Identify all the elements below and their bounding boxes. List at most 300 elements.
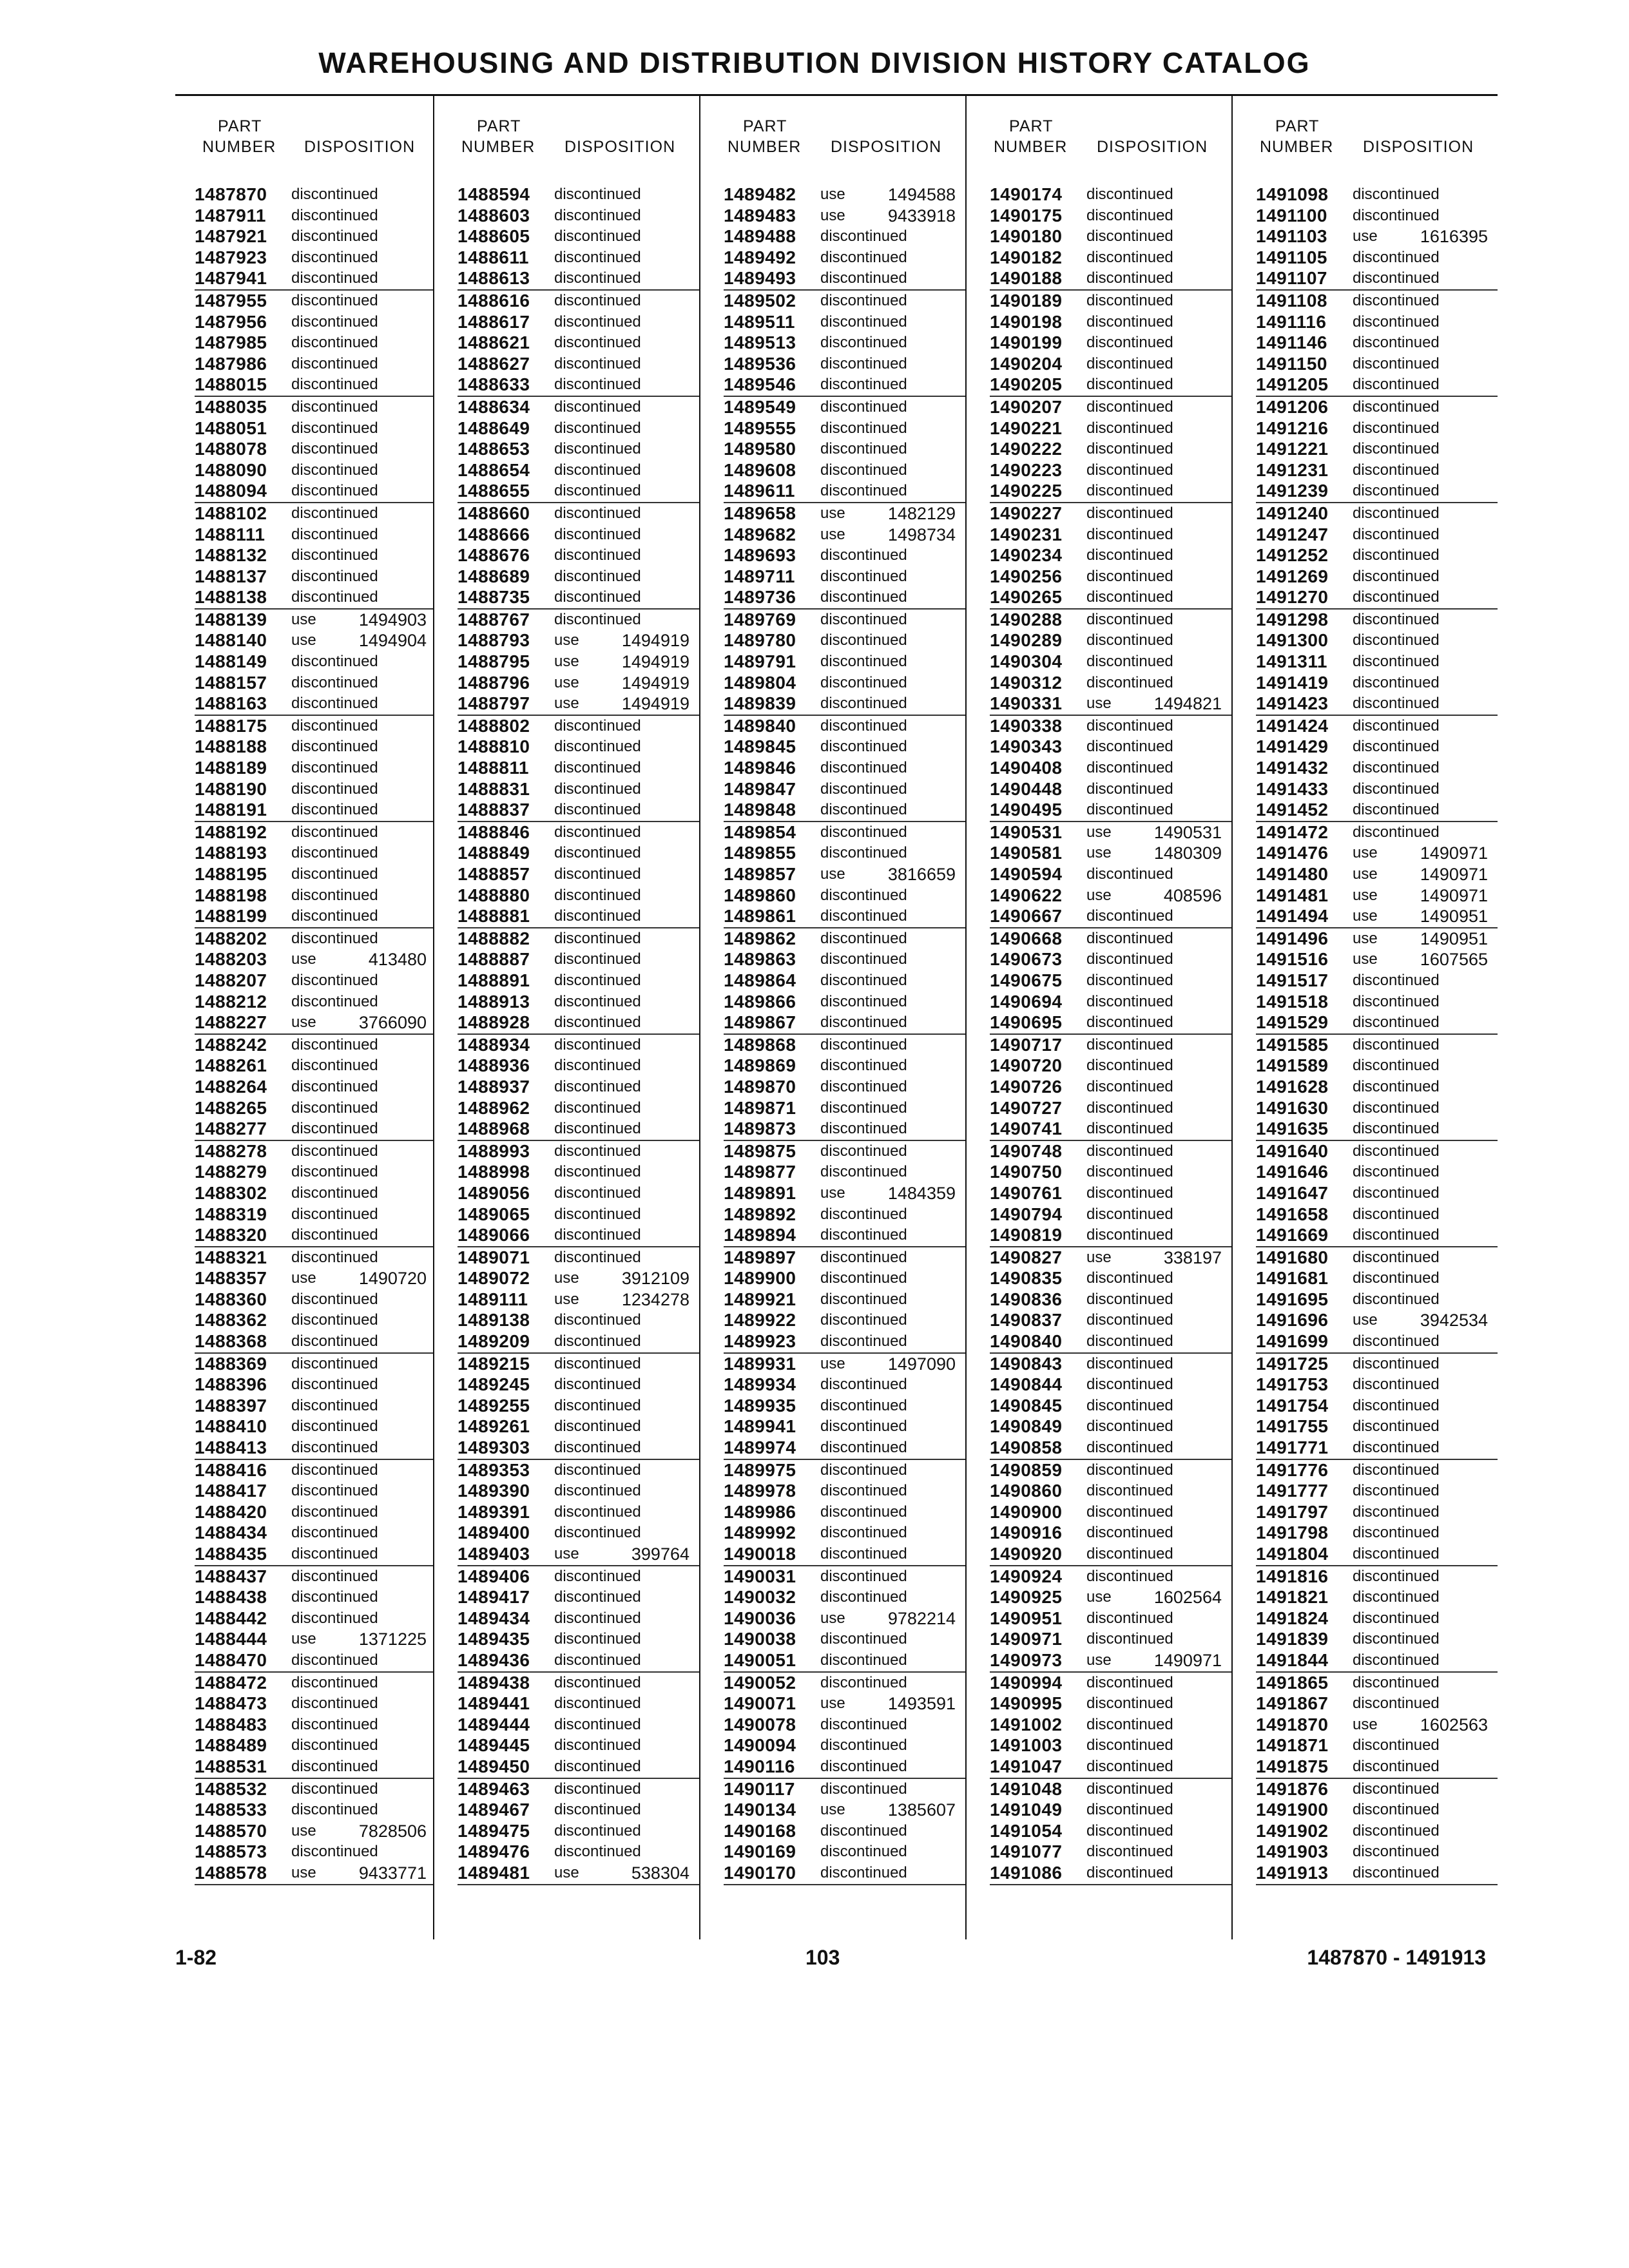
table-row bbox=[990, 758, 1231, 779]
disposition: discontinued bbox=[291, 1142, 378, 1160]
part-number: 1490761 bbox=[990, 1182, 1063, 1203]
disposition: discontinued bbox=[1086, 1630, 1173, 1648]
part-number: 1489862 bbox=[724, 928, 796, 948]
part-number: 1488357 bbox=[195, 1268, 267, 1289]
part-number: 1490078 bbox=[724, 1714, 796, 1735]
disposition: discontinued bbox=[291, 227, 378, 245]
disposition: discontinued bbox=[1086, 1821, 1173, 1840]
table-row bbox=[1256, 1481, 1498, 1502]
part-number: 1489931 bbox=[724, 1353, 796, 1374]
part-number: 1490204 bbox=[990, 353, 1063, 374]
part-number: 1490094 bbox=[724, 1735, 796, 1756]
disposition: discontinued bbox=[1353, 673, 1440, 691]
disposition: discontinued bbox=[1353, 419, 1440, 437]
table-row bbox=[458, 716, 699, 737]
part-number: 1490925 bbox=[990, 1587, 1063, 1608]
entry-group bbox=[195, 716, 433, 822]
part-number: 1490668 bbox=[990, 928, 1063, 948]
part-number: 1488420 bbox=[195, 1501, 267, 1522]
table-row bbox=[724, 822, 965, 843]
part-number: 1489682 bbox=[724, 524, 796, 544]
entry-group bbox=[990, 1779, 1231, 1885]
table-row bbox=[458, 906, 699, 927]
table-row bbox=[724, 354, 965, 375]
part-number: 1491681 bbox=[1256, 1268, 1329, 1289]
disposition-use: use bbox=[1353, 886, 1378, 904]
table-row bbox=[724, 1374, 965, 1396]
table-row bbox=[724, 226, 965, 247]
table-row bbox=[724, 1098, 965, 1119]
part-number: 1490835 bbox=[990, 1268, 1063, 1289]
part-number: 1488140 bbox=[195, 630, 267, 651]
table-row bbox=[195, 374, 433, 396]
disposition: discontinued bbox=[1353, 269, 1440, 287]
table-row bbox=[990, 822, 1231, 843]
part-number: 1487941 bbox=[195, 268, 267, 289]
table-row bbox=[1256, 1354, 1498, 1375]
table-row bbox=[1256, 736, 1498, 758]
table-row bbox=[724, 864, 965, 885]
table-row bbox=[1256, 524, 1498, 546]
disposition-header: DISPOSITION bbox=[304, 138, 416, 156]
part-number: 1489935 bbox=[724, 1395, 796, 1416]
table-row bbox=[724, 1183, 965, 1204]
table-row bbox=[1256, 779, 1498, 800]
table-row bbox=[990, 1162, 1231, 1183]
disposition: discontinued bbox=[1353, 1418, 1440, 1436]
table-row bbox=[1256, 481, 1498, 502]
entry-group bbox=[458, 1247, 699, 1354]
disposition: discontinued bbox=[291, 546, 378, 564]
part-number: 1490836 bbox=[990, 1289, 1063, 1309]
disposition-use: use bbox=[291, 1863, 316, 1881]
table-row bbox=[458, 1354, 699, 1375]
disposition: discontinued bbox=[554, 886, 641, 904]
part-number: 1489138 bbox=[458, 1310, 530, 1331]
part-number: 1491270 bbox=[1256, 587, 1329, 608]
table-row bbox=[990, 800, 1231, 821]
table-row bbox=[458, 524, 699, 546]
part-number: 1490038 bbox=[724, 1629, 796, 1649]
part-number: 1489934 bbox=[724, 1374, 796, 1395]
disposition: discontinued bbox=[1086, 1418, 1173, 1436]
part-number: 1488660 bbox=[458, 503, 530, 523]
disposition: discontinued bbox=[291, 334, 378, 352]
table-row bbox=[990, 1310, 1231, 1331]
part-number: 1491206 bbox=[1256, 396, 1329, 417]
table-row bbox=[458, 1268, 699, 1289]
replacement-number: 1494588 bbox=[887, 185, 956, 204]
part-number: 1489922 bbox=[724, 1310, 796, 1331]
disposition: discontinued bbox=[1353, 186, 1440, 203]
part-number: 1488397 bbox=[195, 1395, 267, 1416]
catalog-column bbox=[699, 95, 965, 1939]
disposition: discontinued bbox=[554, 759, 641, 777]
part-number: 1489864 bbox=[724, 970, 796, 990]
disposition: discontinued bbox=[554, 419, 641, 437]
part-number: 1488435 bbox=[195, 1544, 267, 1564]
part-number: 1489900 bbox=[724, 1268, 796, 1289]
disposition: discontinued bbox=[1353, 1120, 1440, 1138]
table-row bbox=[195, 1396, 433, 1417]
disposition: discontinued bbox=[1353, 1673, 1440, 1691]
table-row bbox=[724, 1735, 965, 1756]
table-row bbox=[724, 1544, 965, 1565]
part-number: 1489897 bbox=[724, 1247, 796, 1267]
table-row bbox=[990, 673, 1231, 694]
part-number: 1489845 bbox=[724, 736, 796, 757]
part-number: 1490175 bbox=[990, 205, 1063, 226]
part-number: 1488202 bbox=[195, 928, 267, 948]
part-number: 1488627 bbox=[458, 353, 530, 374]
part-number: 1489877 bbox=[724, 1162, 796, 1182]
disposition: discontinued bbox=[1086, 312, 1173, 331]
table-row bbox=[1256, 1289, 1498, 1311]
entry-group bbox=[990, 1354, 1231, 1460]
entry-group bbox=[195, 503, 433, 610]
entry-group bbox=[458, 1566, 699, 1673]
table-row bbox=[458, 800, 699, 821]
part-number: 1490973 bbox=[990, 1649, 1063, 1670]
part-number: 1490031 bbox=[724, 1566, 796, 1586]
entry-group bbox=[1256, 1247, 1498, 1354]
part-number: 1490222 bbox=[990, 439, 1063, 459]
disposition: discontinued bbox=[291, 992, 378, 1010]
table-row bbox=[1256, 885, 1498, 907]
disposition: discontinued bbox=[1086, 1461, 1173, 1479]
disposition: discontinued bbox=[1353, 759, 1440, 777]
table-row bbox=[458, 354, 699, 375]
part-number: 1488654 bbox=[458, 459, 530, 480]
entry-group bbox=[990, 1460, 1231, 1566]
table-row bbox=[990, 247, 1231, 269]
disposition: discontinued bbox=[1086, 398, 1173, 416]
disposition: discontinued bbox=[291, 738, 378, 756]
part-number: 1488603 bbox=[458, 205, 530, 226]
part-number: 1488227 bbox=[195, 1012, 267, 1033]
table-row bbox=[990, 1608, 1231, 1629]
table-row bbox=[990, 524, 1231, 546]
part-number: 1488533 bbox=[195, 1800, 267, 1820]
table-row bbox=[1256, 651, 1498, 673]
part-number: 1489215 bbox=[458, 1353, 530, 1374]
disposition: discontinued bbox=[554, 929, 641, 947]
table-row bbox=[458, 1756, 699, 1778]
table-row bbox=[458, 460, 699, 481]
table-row bbox=[195, 758, 433, 779]
replacement-number: 1493591 bbox=[887, 1694, 956, 1714]
disposition: discontinued bbox=[291, 1715, 378, 1733]
disposition: discontinued bbox=[554, 1142, 641, 1160]
disposition: discontinued bbox=[820, 1057, 907, 1075]
table-row bbox=[195, 1162, 433, 1183]
table-row bbox=[990, 460, 1231, 481]
table-row bbox=[458, 374, 699, 396]
disposition: discontinued bbox=[820, 673, 907, 691]
disposition: discontinued bbox=[1353, 1736, 1440, 1754]
disposition: discontinued bbox=[1086, 1439, 1173, 1457]
replacement-number: 1616395 bbox=[1420, 227, 1488, 247]
part-number: 1490750 bbox=[990, 1162, 1063, 1182]
table-row bbox=[724, 206, 965, 227]
disposition: discontinued bbox=[820, 1439, 907, 1457]
table-row bbox=[990, 481, 1231, 502]
table-row bbox=[195, 268, 433, 289]
table-row bbox=[458, 1544, 699, 1565]
disposition: discontinued bbox=[1353, 504, 1440, 522]
disposition: discontinued bbox=[1086, 1120, 1173, 1138]
disposition: discontinued bbox=[820, 716, 907, 735]
entry-group bbox=[195, 1247, 433, 1354]
part-number: 1488094 bbox=[195, 481, 267, 501]
table-row bbox=[195, 610, 433, 631]
table-row bbox=[990, 1863, 1231, 1884]
disposition: discontinued bbox=[554, 461, 641, 479]
replacement-number: 1494919 bbox=[621, 694, 689, 714]
table-row bbox=[990, 1268, 1231, 1289]
part-number: 1489245 bbox=[458, 1374, 530, 1395]
part-number: 1490169 bbox=[724, 1841, 796, 1862]
part-number: 1489438 bbox=[458, 1672, 530, 1693]
disposition: discontinued bbox=[1353, 1630, 1440, 1648]
part-number: 1488831 bbox=[458, 778, 530, 799]
part-number: 1488968 bbox=[458, 1119, 530, 1139]
part-number: 1488362 bbox=[195, 1310, 267, 1331]
replacement-number: 1494919 bbox=[621, 673, 689, 693]
part-number: 1491049 bbox=[990, 1800, 1063, 1820]
part-number: 1490189 bbox=[990, 290, 1063, 311]
table-row bbox=[195, 1247, 433, 1269]
part-number: 1487911 bbox=[195, 205, 266, 226]
part-number: 1491658 bbox=[1256, 1204, 1329, 1224]
disposition: discontinued bbox=[820, 1673, 907, 1691]
disposition-use: use bbox=[1086, 695, 1112, 713]
disposition: discontinued bbox=[1086, 1524, 1173, 1542]
part-number: 1488666 bbox=[458, 524, 530, 544]
table-row bbox=[1256, 610, 1498, 631]
table-row bbox=[990, 1035, 1231, 1056]
entry-group bbox=[458, 291, 699, 397]
disposition-use: use bbox=[554, 653, 579, 671]
entry-group bbox=[458, 397, 699, 503]
table-row bbox=[458, 1183, 699, 1204]
disposition-use: use bbox=[554, 1290, 579, 1308]
part-number: 1490036 bbox=[724, 1608, 796, 1628]
table-row bbox=[195, 1800, 433, 1821]
table-row bbox=[458, 1416, 699, 1437]
disposition: discontinued bbox=[1353, 1077, 1440, 1095]
table-row bbox=[195, 1289, 433, 1311]
disposition: discontinued bbox=[820, 461, 907, 479]
part-number: 1489867 bbox=[724, 1012, 796, 1033]
catalog-column bbox=[1231, 95, 1498, 1939]
disposition: discontinued bbox=[820, 823, 907, 841]
table-row bbox=[724, 247, 965, 269]
disposition: discontinued bbox=[291, 1439, 378, 1457]
table-row bbox=[1256, 693, 1498, 715]
part-number: 1490199 bbox=[990, 332, 1063, 353]
disposition: discontinued bbox=[820, 1290, 907, 1308]
entry-group bbox=[1256, 928, 1498, 1035]
table-row bbox=[1256, 800, 1498, 821]
disposition-use: use bbox=[1086, 886, 1112, 904]
table-row bbox=[195, 1374, 433, 1396]
disposition: discontinued bbox=[1353, 1757, 1440, 1775]
part-number: 1488810 bbox=[458, 736, 530, 757]
part-number: 1491481 bbox=[1256, 885, 1329, 905]
disposition-use: use bbox=[1353, 844, 1378, 862]
entry-group bbox=[458, 716, 699, 822]
entry-group bbox=[458, 822, 699, 928]
table-row bbox=[195, 587, 433, 608]
part-number: 1490495 bbox=[990, 800, 1063, 820]
table-row bbox=[195, 1077, 433, 1098]
disposition-use: use bbox=[554, 631, 579, 649]
table-row bbox=[458, 545, 699, 566]
table-row bbox=[1256, 1779, 1498, 1800]
part-number: 1488090 bbox=[195, 459, 267, 480]
part-number: 1491103 bbox=[1256, 226, 1327, 247]
disposition: discontinued bbox=[291, 248, 378, 266]
entry-group bbox=[1256, 1141, 1498, 1247]
table-row bbox=[458, 822, 699, 843]
disposition: discontinued bbox=[554, 1311, 641, 1329]
part-number: 1488417 bbox=[195, 1481, 267, 1501]
disposition: discontinued bbox=[820, 759, 907, 777]
part-number: 1488015 bbox=[195, 374, 267, 395]
replacement-number: 1490951 bbox=[1420, 907, 1488, 927]
table-row bbox=[990, 1544, 1231, 1565]
part-number: 1490205 bbox=[990, 374, 1063, 395]
table-row bbox=[458, 1693, 699, 1715]
table-row bbox=[1256, 1735, 1498, 1756]
table-row bbox=[1256, 1247, 1498, 1269]
disposition: discontinued bbox=[1086, 588, 1173, 606]
replacement-number: 3912109 bbox=[621, 1269, 689, 1289]
table-row bbox=[990, 716, 1231, 737]
table-row bbox=[990, 1289, 1231, 1311]
table-row bbox=[1256, 418, 1498, 439]
disposition: discontinued bbox=[291, 801, 378, 819]
disposition: discontinued bbox=[554, 482, 641, 500]
part-number: 1491003 bbox=[990, 1735, 1063, 1756]
table-row bbox=[458, 268, 699, 289]
disposition: discontinued bbox=[554, 1184, 641, 1202]
disposition: discontinued bbox=[1353, 1184, 1440, 1202]
part-number: 1488653 bbox=[458, 439, 530, 459]
disposition: discontinued bbox=[291, 1545, 378, 1562]
disposition-use: use bbox=[291, 1269, 316, 1287]
part-number: 1488616 bbox=[458, 290, 530, 311]
disposition: discontinued bbox=[554, 291, 641, 309]
part-number: 1490227 bbox=[990, 503, 1063, 523]
disposition: discontinued bbox=[291, 206, 378, 224]
disposition: discontinued bbox=[820, 929, 907, 947]
table-row bbox=[195, 1416, 433, 1437]
part-number: 1490673 bbox=[990, 949, 1063, 970]
disposition-use: use bbox=[291, 1821, 316, 1840]
entry-group bbox=[195, 1779, 433, 1885]
disposition: discontinued bbox=[554, 1354, 641, 1372]
column-entries bbox=[967, 184, 1231, 1885]
disposition: discontinued bbox=[1353, 1035, 1440, 1053]
table-row bbox=[1256, 928, 1498, 950]
table-row bbox=[458, 184, 699, 206]
column-header bbox=[434, 95, 699, 183]
disposition: discontinued bbox=[554, 1226, 641, 1244]
replacement-number: 1480309 bbox=[1153, 843, 1222, 863]
table-row bbox=[195, 503, 433, 524]
replacement-number: 1494919 bbox=[621, 652, 689, 672]
part-number: 1490071 bbox=[724, 1693, 796, 1714]
part-header: PART bbox=[743, 117, 787, 135]
table-row bbox=[458, 1481, 699, 1502]
disposition-use: use bbox=[820, 1695, 845, 1713]
table-row bbox=[724, 481, 965, 502]
part-number: 1488613 bbox=[458, 268, 530, 289]
disposition: discontinued bbox=[1086, 1099, 1173, 1117]
part-number: 1489608 bbox=[724, 459, 796, 480]
replacement-number: 1602563 bbox=[1420, 1715, 1488, 1735]
table-row bbox=[724, 673, 965, 694]
part-number: 1491844 bbox=[1256, 1649, 1329, 1670]
part-number: 1490223 bbox=[990, 459, 1063, 480]
entry-group bbox=[1256, 716, 1498, 822]
table-row bbox=[195, 1502, 433, 1523]
part-number: 1489804 bbox=[724, 672, 796, 693]
part-number: 1488437 bbox=[195, 1566, 267, 1586]
disposition: discontinued bbox=[554, 398, 641, 416]
table-row bbox=[458, 247, 699, 269]
table-row bbox=[990, 1502, 1231, 1523]
part-number: 1490667 bbox=[990, 906, 1063, 927]
disposition: discontinued bbox=[1353, 1545, 1440, 1562]
entry-group bbox=[195, 1460, 433, 1566]
replacement-number: 1490971 bbox=[1153, 1650, 1222, 1670]
table-row bbox=[990, 312, 1231, 333]
table-row bbox=[990, 1481, 1231, 1502]
table-row bbox=[724, 439, 965, 460]
part-number: 1489463 bbox=[458, 1778, 530, 1799]
part-number: 1491696 bbox=[1256, 1310, 1329, 1331]
table-row bbox=[724, 885, 965, 907]
table-row bbox=[195, 1735, 433, 1756]
table-row bbox=[458, 587, 699, 608]
disposition: discontinued bbox=[1086, 1332, 1173, 1350]
table-row bbox=[1256, 1800, 1498, 1821]
disposition: discontinued bbox=[554, 1099, 641, 1117]
catalog-column bbox=[965, 95, 1231, 1939]
replacement-number: 1490531 bbox=[1153, 822, 1222, 842]
disposition: discontinued bbox=[1353, 1099, 1440, 1117]
table-row bbox=[458, 1841, 699, 1863]
part-number: 1489868 bbox=[724, 1034, 796, 1055]
part-number: 1490726 bbox=[990, 1076, 1063, 1097]
entry-group bbox=[724, 1141, 965, 1247]
table-row bbox=[195, 481, 433, 502]
disposition: discontinued bbox=[554, 907, 641, 925]
table-row bbox=[195, 397, 433, 418]
disposition: discontinued bbox=[1086, 1757, 1173, 1775]
table-row bbox=[1256, 1331, 1498, 1352]
table-row bbox=[724, 1162, 965, 1183]
table-row bbox=[195, 1629, 433, 1650]
part-number: 1490304 bbox=[990, 651, 1063, 672]
part-number: 1488360 bbox=[195, 1289, 267, 1309]
part-number: 1489417 bbox=[458, 1587, 530, 1608]
disposition: discontinued bbox=[291, 823, 378, 841]
replacement-number: 7828506 bbox=[358, 1821, 427, 1841]
